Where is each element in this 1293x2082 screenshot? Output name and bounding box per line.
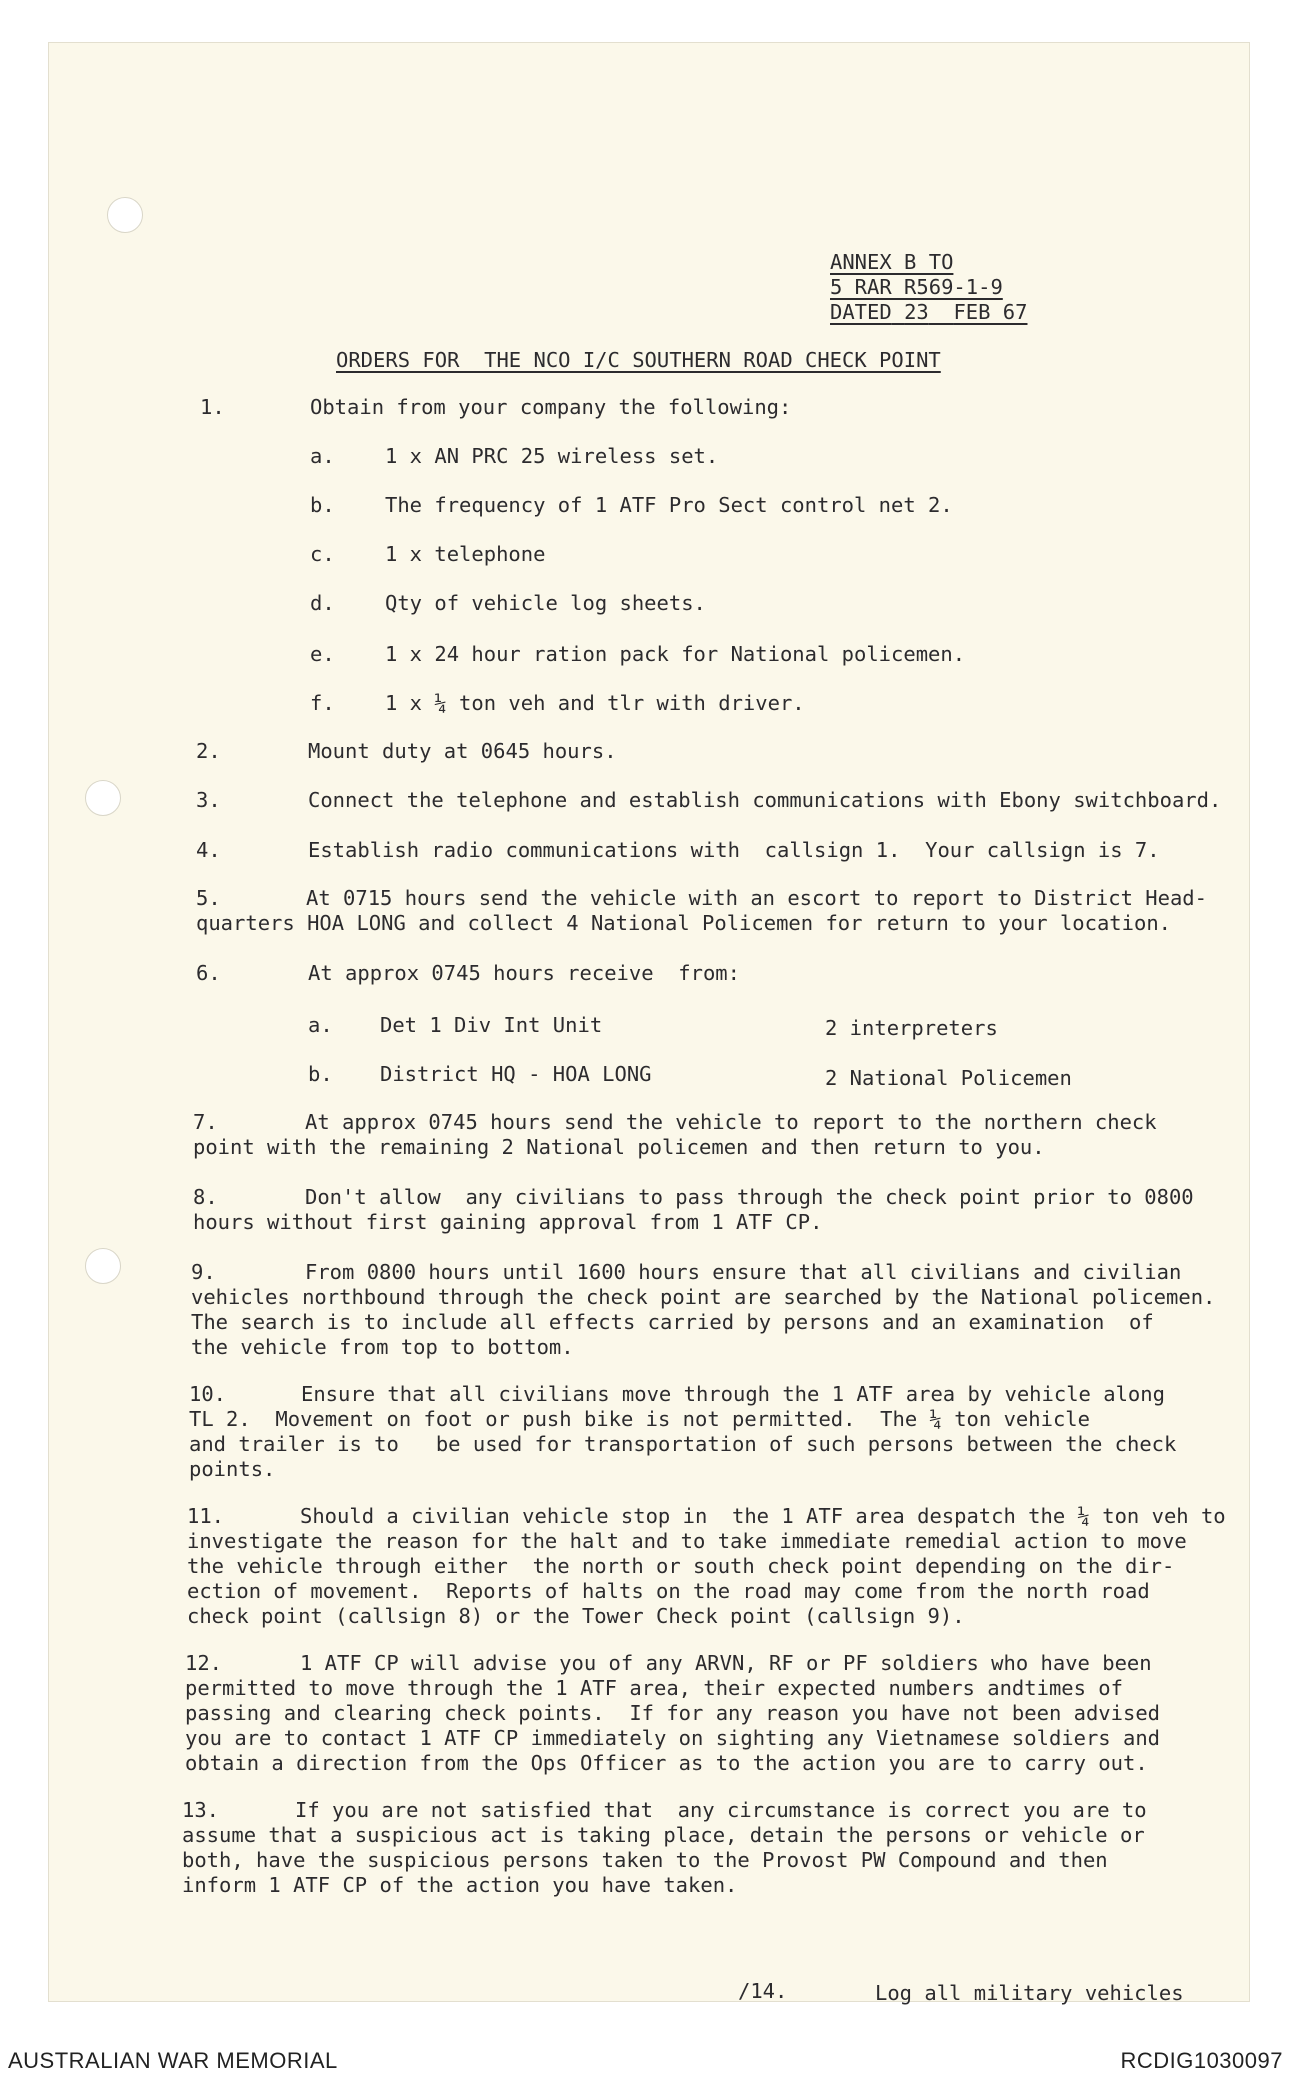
receive-source: Det 1 Div Int Unit [380, 1013, 603, 1037]
sub-text: 1 x 24 hour ration pack for National policemen. [385, 642, 966, 666]
item-paragraph [187, 1504, 1226, 1629]
paragraph-line: the vehicle from top to bottom. [191, 1335, 574, 1359]
paragraph-line: Ensure that all civilians move through the 1 ATF area by vehicle along [301, 1382, 1165, 1406]
item-number: 7. [193, 1110, 218, 1134]
paragraph-line: passing and clearing check points. If for any reason you have not been advised [185, 1701, 1161, 1725]
sub-text: Qty of vehicle log sheets. [385, 591, 706, 615]
paragraph-line: hours without first gaining approval from 1 ATF CP. [193, 1210, 823, 1234]
paragraph-line: vehicles northbound through the check point are searched by the National policemen. [191, 1285, 1216, 1309]
item-number: 5. [196, 886, 221, 910]
sub-text: 1 x ¼ ton veh and tlr with driver. [385, 691, 805, 715]
sub-letter: f. [310, 691, 335, 715]
receive-qty: 2 National Policemen [825, 1066, 1072, 1090]
paragraph-line: From 0800 hours until 1600 hours ensure that all civilians and civilian [305, 1260, 1182, 1284]
item-number: 4. [196, 838, 221, 862]
paragraph-line: obtain a direction from the Ops Officer as to the action you are to carry out. [185, 1751, 1148, 1775]
item-text: Obtain from your company the following: [310, 395, 792, 419]
item-text: Establish radio communications with callsign 1. Your callsign is 7. [308, 838, 1160, 862]
paragraph-line: TL 2. Movement on foot or push bike is not permitted. The ¼ ton vehicle [189, 1407, 1090, 1431]
continuation-text: Log all military vehicles [875, 1981, 1184, 2005]
paragraph-line: assume that a suspicious act is taking place, detain the persons or vehicle or [182, 1823, 1145, 1847]
paragraph-line: The search is to include all effects carried by persons and an examination of [191, 1310, 1154, 1334]
paragraph-line: point with the remaining 2 National policemen and then return to you. [193, 1135, 1045, 1159]
sub-text: 1 x telephone [385, 542, 546, 566]
sub-letter: b. [308, 1062, 333, 1086]
paragraph-line: the vehicle through either the north or south check point depending on the dir- [187, 1554, 1175, 1578]
continuation-page-ref: /14. [738, 1979, 788, 2003]
item-number: 1. [200, 395, 225, 419]
paragraph-line: Don't allow any civilians to pass through the check point prior to 0800 [305, 1185, 1194, 1209]
item-paragraph [189, 1382, 1176, 1482]
item-paragraph [193, 1110, 1157, 1160]
item-number: 8. [193, 1185, 218, 1209]
paragraph-line: If you are not satisfied that any circumstance is correct you are to [295, 1798, 1147, 1822]
item-paragraph [185, 1651, 1160, 1776]
punch-hole [85, 1248, 121, 1284]
item-text: At approx 0745 hours receive from: [308, 961, 740, 985]
item-number: 10. [189, 1382, 227, 1406]
item-paragraph [193, 1185, 1194, 1235]
sub-letter: a. [310, 444, 335, 468]
footer-reference-id: RCDIG1030097 [1120, 2048, 1283, 2073]
sub-letter: b. [310, 493, 335, 517]
paragraph-line: inform 1 ATF CP of the action you have taken. [182, 1873, 738, 1897]
paragraph-line: points. [189, 1457, 276, 1481]
paragraph-line: At approx 0745 hours send the vehicle to report to the northern check [305, 1110, 1157, 1134]
punch-hole [85, 780, 121, 816]
sub-letter: d. [310, 591, 335, 615]
paragraph-line: investigate the reason for the halt and to take immediate remedial action to move [187, 1529, 1187, 1553]
paragraph-line: you are to contact 1 ATF CP immediately on sighting any Vietnamese soldiers and [185, 1726, 1161, 1750]
paragraph-line: check point (callsign 8) or the Tower Check point (callsign 9). [187, 1604, 965, 1628]
item-number: 12. [185, 1651, 223, 1675]
sub-letter: e. [310, 642, 335, 666]
sub-text: The frequency of 1 ATF Pro Sect control net 2. [385, 493, 953, 517]
item-number: 9. [191, 1260, 216, 1284]
paragraph-line: Should a civilian vehicle stop in the 1 ATF area despatch the ¼ ton veh to [300, 1504, 1226, 1528]
sub-letter: a. [308, 1013, 333, 1037]
item-text: Connect the telephone and establish communications with Ebony switchboard. [308, 788, 1222, 812]
annex-line-2: 5 RAR R569-1-9 [830, 275, 1003, 299]
paragraph-line: and trailer is to be used for transportation of such persons between the check [189, 1432, 1177, 1456]
item-paragraph [196, 886, 1207, 936]
item-number: 3. [196, 788, 221, 812]
paragraph-line: both, have the suspicious persons taken to the Provost PW Compound and then [182, 1848, 1108, 1872]
item-text: Mount duty at 0645 hours. [308, 739, 617, 763]
paragraph-line: At 0715 hours send the vehicle with an escort to report to District Head- [306, 886, 1207, 910]
item-number: 2. [196, 739, 221, 763]
receive-qty: 2 interpreters [825, 1016, 998, 1040]
footer-institution: AUSTRALIAN WAR MEMORIAL [8, 2048, 338, 2073]
paragraph-line: 1 ATF CP will advise you of any ARVN, RF or PF soldiers who have been [300, 1651, 1152, 1675]
item-paragraph [191, 1260, 1215, 1360]
document-title: ORDERS FOR THE NCO I/C SOUTHERN ROAD CHECK POINT [336, 348, 941, 372]
item-number: 6. [196, 961, 221, 985]
sub-text: 1 x AN PRC 25 wireless set. [385, 444, 719, 468]
annex-line-3: DATED 23 FEB 67 [830, 300, 1028, 324]
sub-letter: c. [310, 542, 335, 566]
receive-source: District HQ - HOA LONG [380, 1062, 652, 1086]
item-number: 11. [187, 1504, 225, 1528]
annex-line-1: ANNEX B TO [830, 250, 954, 274]
paragraph-line: ection of movement. Reports of halts on the road may come from the north road [187, 1579, 1150, 1603]
paragraph-line: quarters HOA LONG and collect 4 National Policemen for return to your location. [196, 911, 1172, 935]
item-paragraph [182, 1798, 1147, 1898]
item-number: 13. [182, 1798, 220, 1822]
punch-hole [107, 197, 143, 233]
paragraph-line: permitted to move through the 1 ATF area, their expected numbers andtimes of [185, 1676, 1123, 1700]
